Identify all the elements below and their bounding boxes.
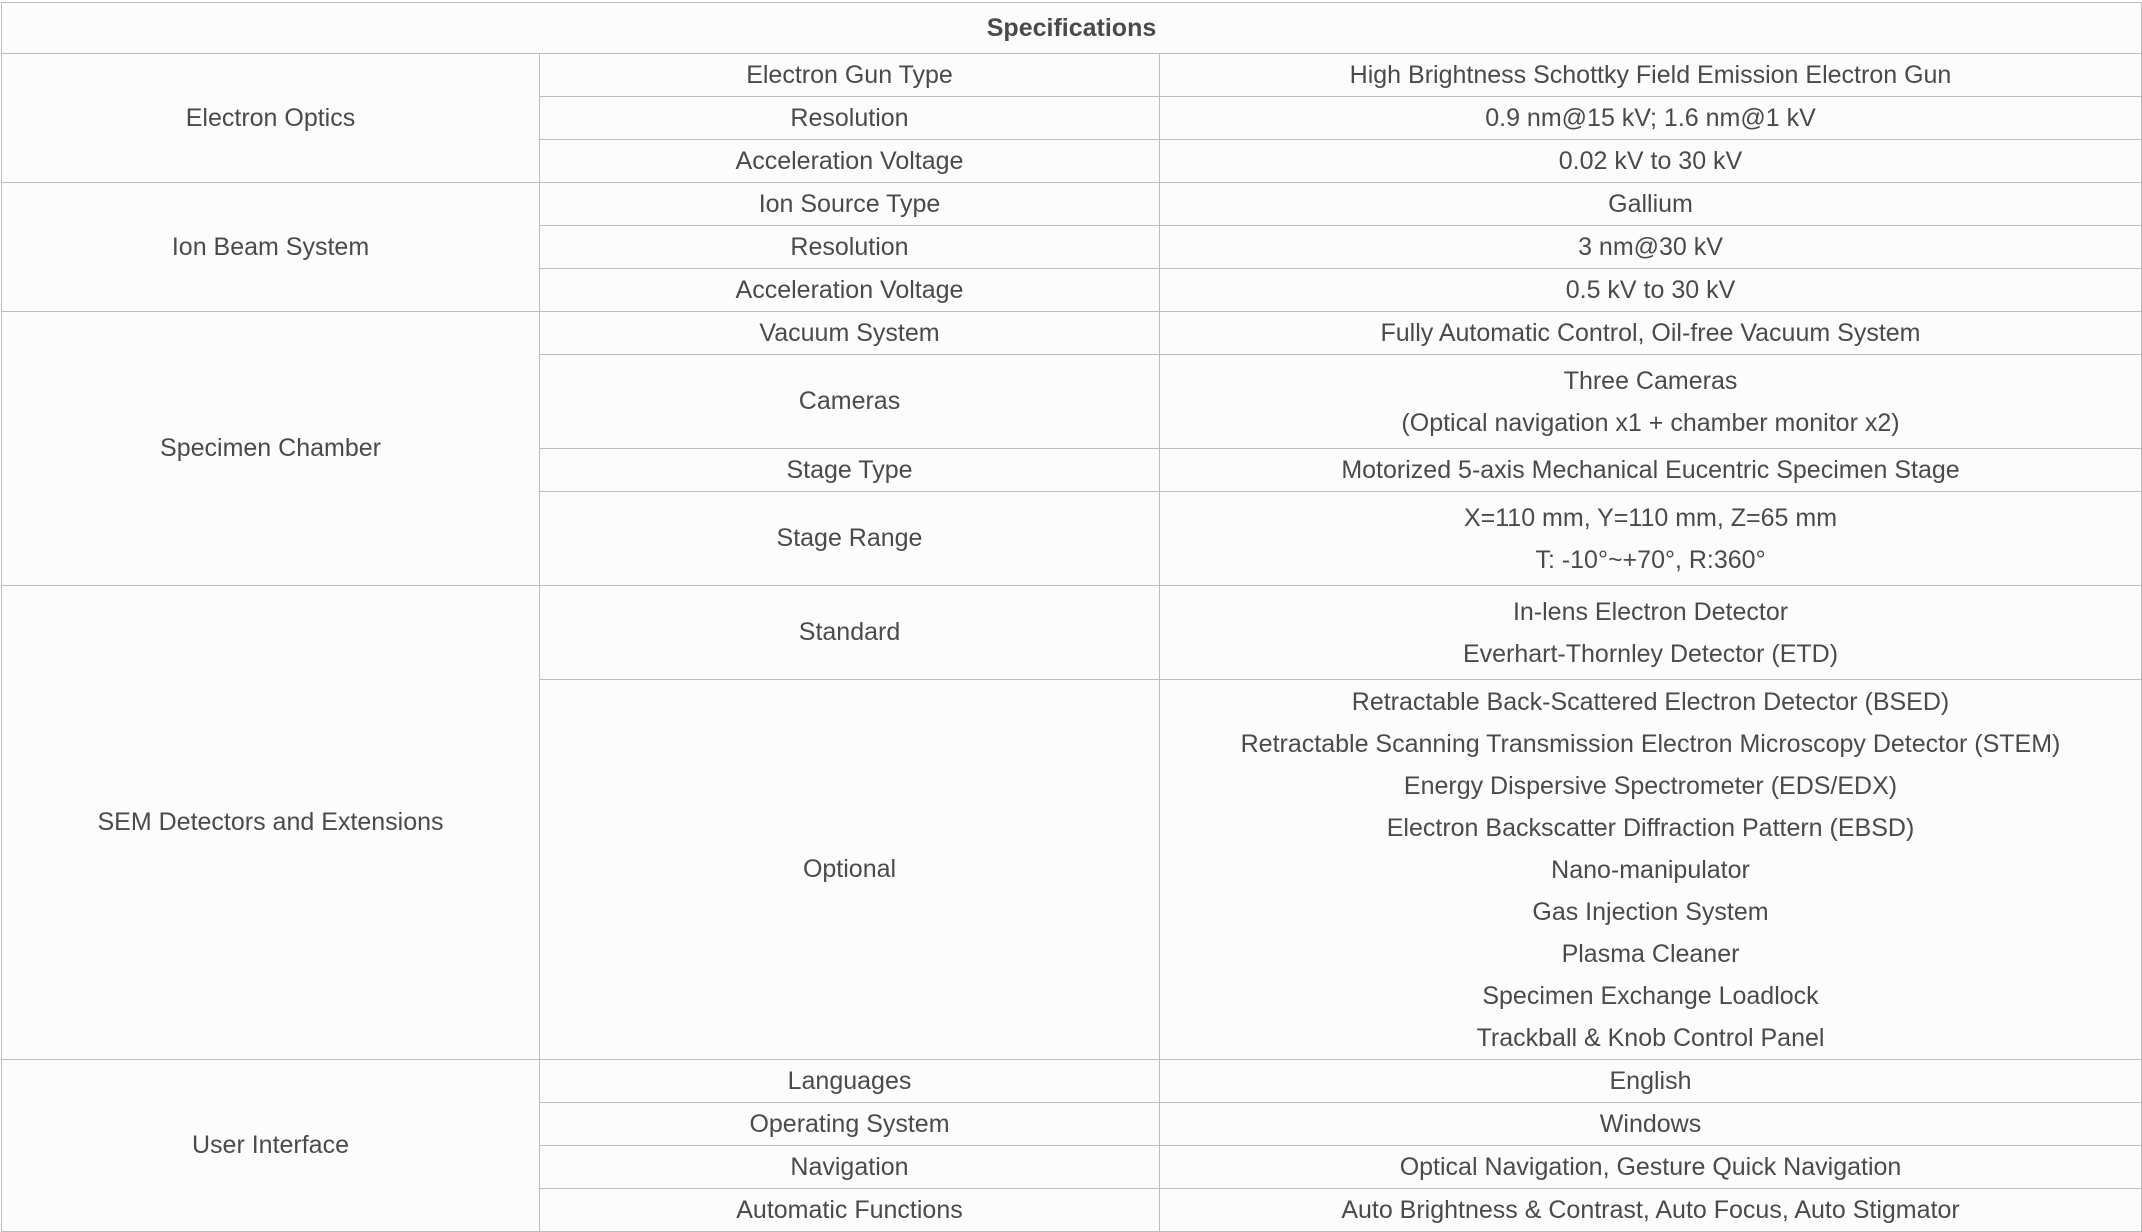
value-line: Optical Navigation, Gesture Quick Navigation: [1399, 1153, 1902, 1181]
value-cell: [1160, 269, 2142, 312]
parameter-cell: Automatic Functions: [540, 1189, 1160, 1232]
parameter-cell: Ion Source Type: [540, 183, 1160, 226]
table-row: [2, 1060, 2142, 1103]
parameter-cell: Standard: [540, 586, 1160, 680]
value-line: Electron Backscatter Diffraction Pattern (EBSD): [1386, 813, 1915, 842]
table-row: [2, 312, 2142, 355]
parameter-cell: Cameras: [540, 355, 1160, 449]
parameter-cell: Electron Gun Type: [540, 54, 1160, 97]
table-title: Specifications: [2, 3, 2142, 54]
value-cell: [1160, 1103, 2142, 1146]
value-line: Energy Dispersive Spectrometer (EDS/EDX): [1403, 771, 1898, 800]
parameter-cell: Resolution: [540, 226, 1160, 269]
value-line: Trackball & Knob Control Panel: [1476, 1023, 1825, 1052]
value-line: Auto Brightness & Contrast, Auto Focus, Auto Stigmator: [1341, 1196, 1960, 1224]
category-cell: SEM Detectors and Extensions: [2, 586, 540, 1060]
value-line: High Brightness Schottky Field Emission Electron Gun: [1349, 61, 1952, 89]
specifications-table: [1, 2, 2142, 1232]
value-line: Windows: [1599, 1110, 1702, 1138]
value-line: Retractable Scanning Transmission Electron Microscopy Detector (STEM): [1240, 729, 2061, 758]
parameter-cell: Vacuum System: [540, 312, 1160, 355]
value-line: X=110 mm, Y=110 mm, Z=65 mm: [1463, 503, 1838, 532]
category-cell: Ion Beam System: [2, 183, 540, 312]
value-cell: [1160, 54, 2142, 97]
value-line: Everhart-Thornley Detector (ETD): [1462, 639, 1839, 668]
value-cell: [1160, 183, 2142, 226]
parameter-cell: Navigation: [540, 1146, 1160, 1189]
parameter-cell: Resolution: [540, 97, 1160, 140]
value-cell: [1160, 680, 2142, 1060]
value-cell: [1160, 226, 2142, 269]
parameter-cell: Languages: [540, 1060, 1160, 1103]
parameter-cell: Stage Range: [540, 492, 1160, 586]
value-cell: [1160, 97, 2142, 140]
value-line: Fully Automatic Control, Oil-free Vacuum System: [1380, 319, 1921, 347]
value-line: English: [1609, 1067, 1692, 1095]
parameter-cell: Optional: [540, 680, 1160, 1060]
value-line: Specimen Exchange Loadlock: [1482, 981, 1819, 1010]
parameter-cell: Acceleration Voltage: [540, 269, 1160, 312]
parameter-cell: Stage Type: [540, 449, 1160, 492]
value-line: Plasma Cleaner: [1561, 939, 1740, 968]
value-line: Retractable Back-Scattered Electron Detector (BSED): [1351, 687, 1950, 716]
value-cell: [1160, 1060, 2142, 1103]
category-cell: Specimen Chamber: [2, 312, 540, 586]
value-line: Gas Injection System: [1532, 897, 1769, 926]
value-cell: [1160, 312, 2142, 355]
value-line: Motorized 5-axis Mechanical Eucentric Specimen Stage: [1341, 456, 1960, 484]
parameter-cell: Acceleration Voltage: [540, 140, 1160, 183]
value-cell: [1160, 586, 2142, 680]
value-line: Nano-manipulator: [1551, 855, 1750, 884]
category-cell: Electron Optics: [2, 54, 540, 183]
table-row: [2, 183, 2142, 226]
value-cell: [1160, 355, 2142, 449]
table-header-row: [2, 3, 2142, 54]
table-body: [2, 54, 2142, 1232]
value-cell: [1160, 492, 2142, 586]
value-line: Gallium: [1608, 190, 1693, 218]
value-line: 0.5 kV to 30 kV: [1565, 276, 1736, 304]
value-cell: [1160, 1189, 2142, 1232]
value-line: Three Cameras: [1563, 366, 1738, 395]
value-line: (Optical navigation x1 + chamber monitor x2): [1401, 408, 1900, 437]
value-line: 3 nm@30 kV: [1578, 233, 1723, 261]
value-cell: [1160, 1146, 2142, 1189]
value-line: 0.9 nm@15 kV; 1.6 nm@1 kV: [1485, 104, 1816, 132]
table-row: [2, 586, 2142, 680]
value-line: 0.02 kV to 30 kV: [1558, 147, 1743, 175]
value-cell: [1160, 449, 2142, 492]
value-line: In-lens Electron Detector: [1512, 597, 1789, 626]
value-cell: [1160, 140, 2142, 183]
parameter-cell: Operating System: [540, 1103, 1160, 1146]
category-cell: User Interface: [2, 1060, 540, 1232]
table-row: [2, 54, 2142, 97]
value-line: T: -10°~+70°, R:360°: [1535, 545, 1766, 574]
